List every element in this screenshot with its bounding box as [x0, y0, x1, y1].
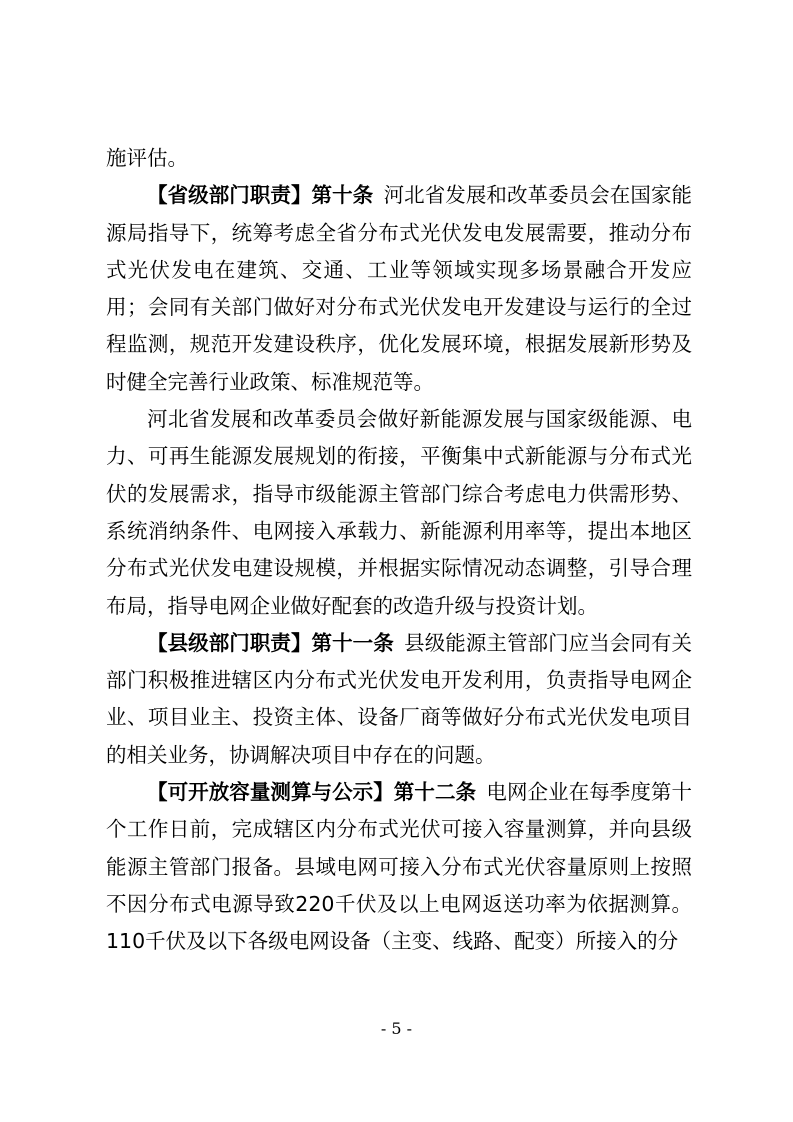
article-12: [106, 774, 692, 960]
article-heading: 【县级部门职责】第十一条: [147, 630, 394, 655]
paragraph-text: 施评估。: [106, 146, 188, 170]
article-heading: 【省级部门职责】第十条: [147, 183, 374, 208]
paragraph-continuation: [106, 140, 692, 177]
paragraph-text: 县级能源主管部门应当会同有关部门积极推进辖区内分布式光伏发电开发利用，负责指导电网企业、项目业主、投资主体、设备厂商等做好分布式光伏发电项目的相关业务，协调解决项目中存在的问题。: [106, 630, 693, 767]
article-11: [106, 625, 692, 774]
paragraph-text: 电网企业在每季度第十个工作日前，完成辖区内分布式光伏可接入容量测算，并向县级能源主管部门报备。县域电网可接入分布式光伏容量原则上按照不因分布式电源导致220千伏及以上电网返送功率为依据测算。110千伏及以下各级电网设备（主变、线路、配变）所接入的分: [106, 780, 693, 954]
paragraph-text: 河北省发展和改革委员会做好新能源发展与国家级能源、电力、可再生能源发展规划的衔接，平衡集中式新能源与分布式光伏的发展需求，指导市级能源主管部门综合考虑电力供需形势、系统消纳条件、电网接入承载力、新能源利用率等，提出本地区分布式光伏发电建设规模，并根据实际情况动态调整，引导合理布局，指导电网企业做好配套的改造升级与投资计划。: [106, 407, 692, 618]
document-body: [106, 140, 692, 961]
article-10-paragraph-2: [106, 401, 692, 625]
paragraph-text: 河北省发展和改革委员会在国家能源局指导下，统筹考虑全省分布式光伏发电发展需要，推动分布式光伏发电在建筑、交通、工业等领域实现多场景融合开发应用；会同有关部门做好对分布式光伏发电开发建设与运行的全过程监测，规范开发建设秩序，优化发展环境，根据发展新形势及时健全完善行业政策、标准规范等。: [106, 183, 693, 394]
page-number: - 5 -: [380, 1019, 413, 1038]
article-10: [106, 177, 692, 401]
article-heading: 【可开放容量测算与公示】第十二条: [147, 780, 477, 805]
